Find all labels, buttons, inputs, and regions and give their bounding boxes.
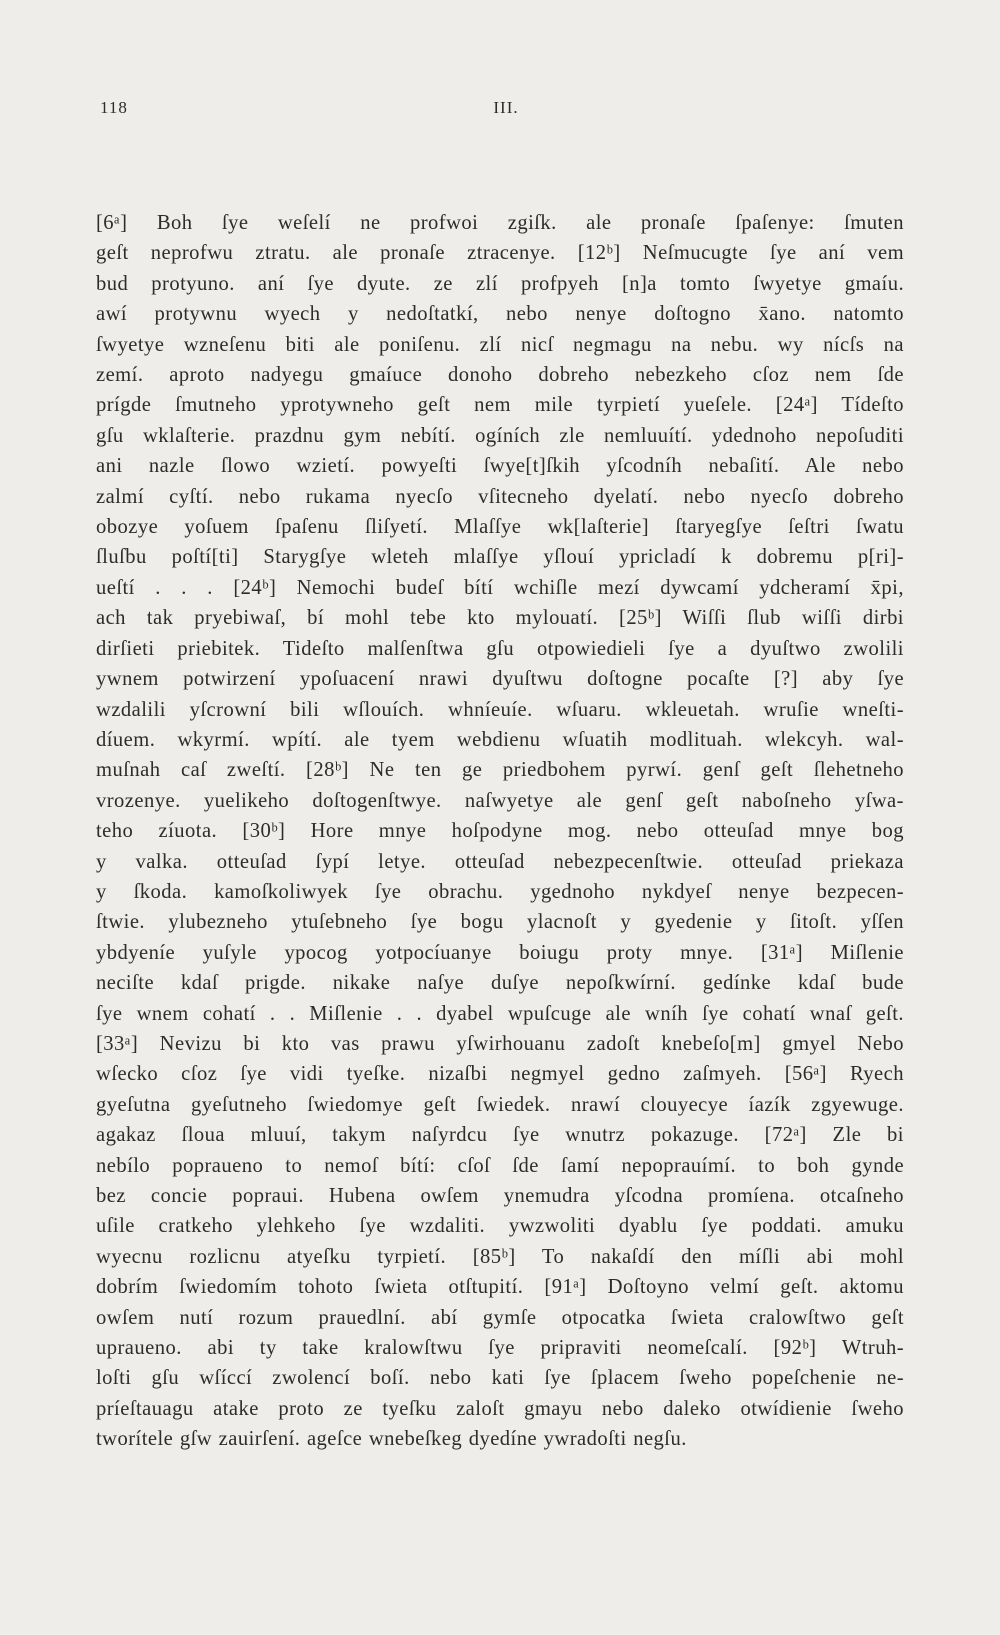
text-line: uſile cratkeho ylehkeho ſye wzdaliti. ywzwoliti dyablu ſye poddati. amuku: [96, 1215, 904, 1238]
text-line: gſu wklaſterie. prazdnu gym nebítí. ogíních zle nemluuítí. ydednoho nepoſuditi: [96, 424, 905, 447]
text-line: wyecnu rozlicnu atyeſku tyrpietí. [85ᵇ] To nakaſdí den míſli abi mohl: [96, 1245, 904, 1268]
text-line: y ſkoda. kamoſkoliwyek ſye obrachu. ygednoho nykdyeſ nenye bezpecen-: [96, 880, 905, 903]
text-line: zemí. aproto nadyegu gmaíuce donoho dobreho nebezkeho cſoz nem ſde: [96, 364, 904, 387]
running-head: III.: [493, 98, 519, 117]
text-line: ueſtí . . . [24ᵇ] Nemochi budeſ bítí wchiſle mezí dywcamí ydcheramí x̄pi,: [96, 576, 904, 599]
text-line: uprauenо. abi ty take kralowſtwu ſye pripraviti neomeſcalí. [92ᵇ] Wtruh-: [96, 1337, 905, 1360]
text-line: ybdyeníe yuſyle ypocog yotpocíuanye boiugu proty mnye. [31ᵃ] Miſlenie: [96, 941, 904, 964]
text-line: [33ᵃ] Nevizu bi kto vas prawu yſwirhouanu zadoſt knebeſo[m] gmyel Nebo: [96, 1032, 904, 1055]
text-line: bud protyuno. aní ſye dyute. ze zlí profpyeh [n]a tomto ſwyetye gmaíu.: [96, 272, 905, 295]
text-line: dirſieti priebitek. Tideſto malſenſtwa gſu otpowiedieli ſye a dyuſtwo zwolili: [96, 637, 904, 660]
text-line: dobrím ſwiedomím tohoto ſwieta otſtupití. [91ᵃ] Doſtoyno velmí geſt. aktomu: [96, 1276, 905, 1299]
text-line: ſye wnem cohatí . . Miſlenie . . dyabel wpuſcuge ale wníh ſye cohatí wnaſ geſt.: [96, 1002, 904, 1025]
text-line: ach tak pryebiwaſ, bí mohl tebe kto mylouatí. [25ᵇ] Wiſſi ſlub wiſſi dirbi: [96, 607, 904, 630]
text-line: nebílo poprauenо to nemoſ bítí: cſoſ ſde ſamí nepoprauímí. to boh gynde: [96, 1154, 905, 1177]
text-line: agakaz ſloua mluuí, takym naſyrdcu ſye wnutrz pokazuge. [72ᵃ] Zle bi: [96, 1124, 904, 1147]
text-line: muſnah caſ zweſtí. [28ᵇ] Ne ten ge priedbohem pyrwí. genſ geſt ſlehetneho: [96, 759, 905, 782]
text-line: owſem nutí rozum prauedlní. abí gymſe otpocatka ſwieta cralowſtwo geſt: [96, 1306, 905, 1329]
text-line: díuem. wkyrmí. wpítí. ale tyem webdienu wſuatih modlituah. wlekcyh. wal-: [96, 728, 905, 751]
text-line: gyeſutna gyeſutneho ſwiedomye geſt ſwiedek. nrawí clouyecye íazík zgyewuge.: [96, 1093, 904, 1116]
text-line: wzdalili yſcrowní bili wſlouích. whníeuíe. wſuaru. wkleuetah. wruſie wneſti-: [96, 698, 905, 721]
text-line: ſwyetye wzneſenu biti ale poniſenu. zlí nicſ negmagu na nebu. wy nícſs na: [96, 333, 904, 356]
text-line: ani nazle ſlowo wzietí. powyeſti ſwye[t]ſkih yſcodníh nebaſití. Ale nebo: [96, 455, 904, 478]
text-line: y valka. otteuſad ſypí letye. otteuſad nebezpecenſtwie. otteuſad priekaza: [96, 850, 904, 873]
text-line: prígde ſmutneho yprotywneho geſt nem mile tyrpietí yueſele. [24ᵃ] Tídeſto: [96, 394, 905, 417]
text-line: vrozenye. yuelikeho doſtogenſtwye. naſwyetye ale genſ geſt naboſneho yſwa-: [96, 789, 904, 812]
text-line: [6ᵃ] Boh ſye weſelí ne profwoi zgiſk. ale pronaſe ſpaſenye: ſmuten: [96, 212, 905, 234]
text-line: ywnem potwirzení ypoſuacení nrawi dyuſtwu doſtogne pocaſte [?] aby ſye: [96, 668, 905, 691]
text-line: príeſtauagu atake proto ze tyeſku zaloſt gmayu nebo daleko otwídienie ſweho: [96, 1397, 905, 1420]
text-line: zalmí cyſtí. nebo rukama nyecſo vſitecneho dyelatí. nebo nyecſo dobreho: [96, 485, 904, 508]
text-line: ſluſbu poſtí[ti] Starygſye wleteh mlaſſye yſlouí ypricladí k dobremu p[ri]-: [96, 546, 904, 569]
body-text: [96, 208, 904, 1455]
text-line: teho zíuota. [30ᵇ] Hore mnye hoſpodyne mog. nebo otteuſad mnye bog: [96, 820, 905, 843]
text-line: awí protywnu wyech y nedoſtatkí, nebo nenye doſtogno x̄ano. natomto: [96, 303, 905, 326]
text-line: geſt neprofwu ztratu. ale pronaſe ztracenye. [12ᵇ] Neſmucugte ſye aní vem: [96, 242, 905, 265]
text-line: tworítele gſw zauirſení. ageſce wnebeſkeg dyedíne ywradoſti negſu.: [96, 1428, 687, 1451]
text-line: neciſte kdaſ prigde. nikake naſye duſye nepoſkwírní. gedínke kdaſ bude: [96, 972, 904, 995]
text-line: ſtwie. ylubezneho ytuſebneho ſye bogu ylacnoſt y gyedenie y ſitoſt. yſſen: [96, 911, 905, 934]
text-line: obozye yoſuem ſpaſenu ſliſyetí. Mlaſſye wk[laſterie] ſtaryegſye ſeſtri ſwatu: [96, 516, 905, 539]
text-line: loſti gſu wſíccí zwolencí boſí. nebo kati ſye ſplacem ſweho popeſchenie ne-: [96, 1367, 905, 1390]
text-line: wſecko cſoz ſye vidi tyeſke. nizaſbi negmyel gedno zaſmyeh. [56ᵃ] Ryech: [96, 1063, 904, 1086]
text-line: bez concie popraui. Hubena owſem ynemudra yſcodna promíena. otcaſneho: [96, 1185, 905, 1207]
page-number: 118: [100, 98, 128, 117]
